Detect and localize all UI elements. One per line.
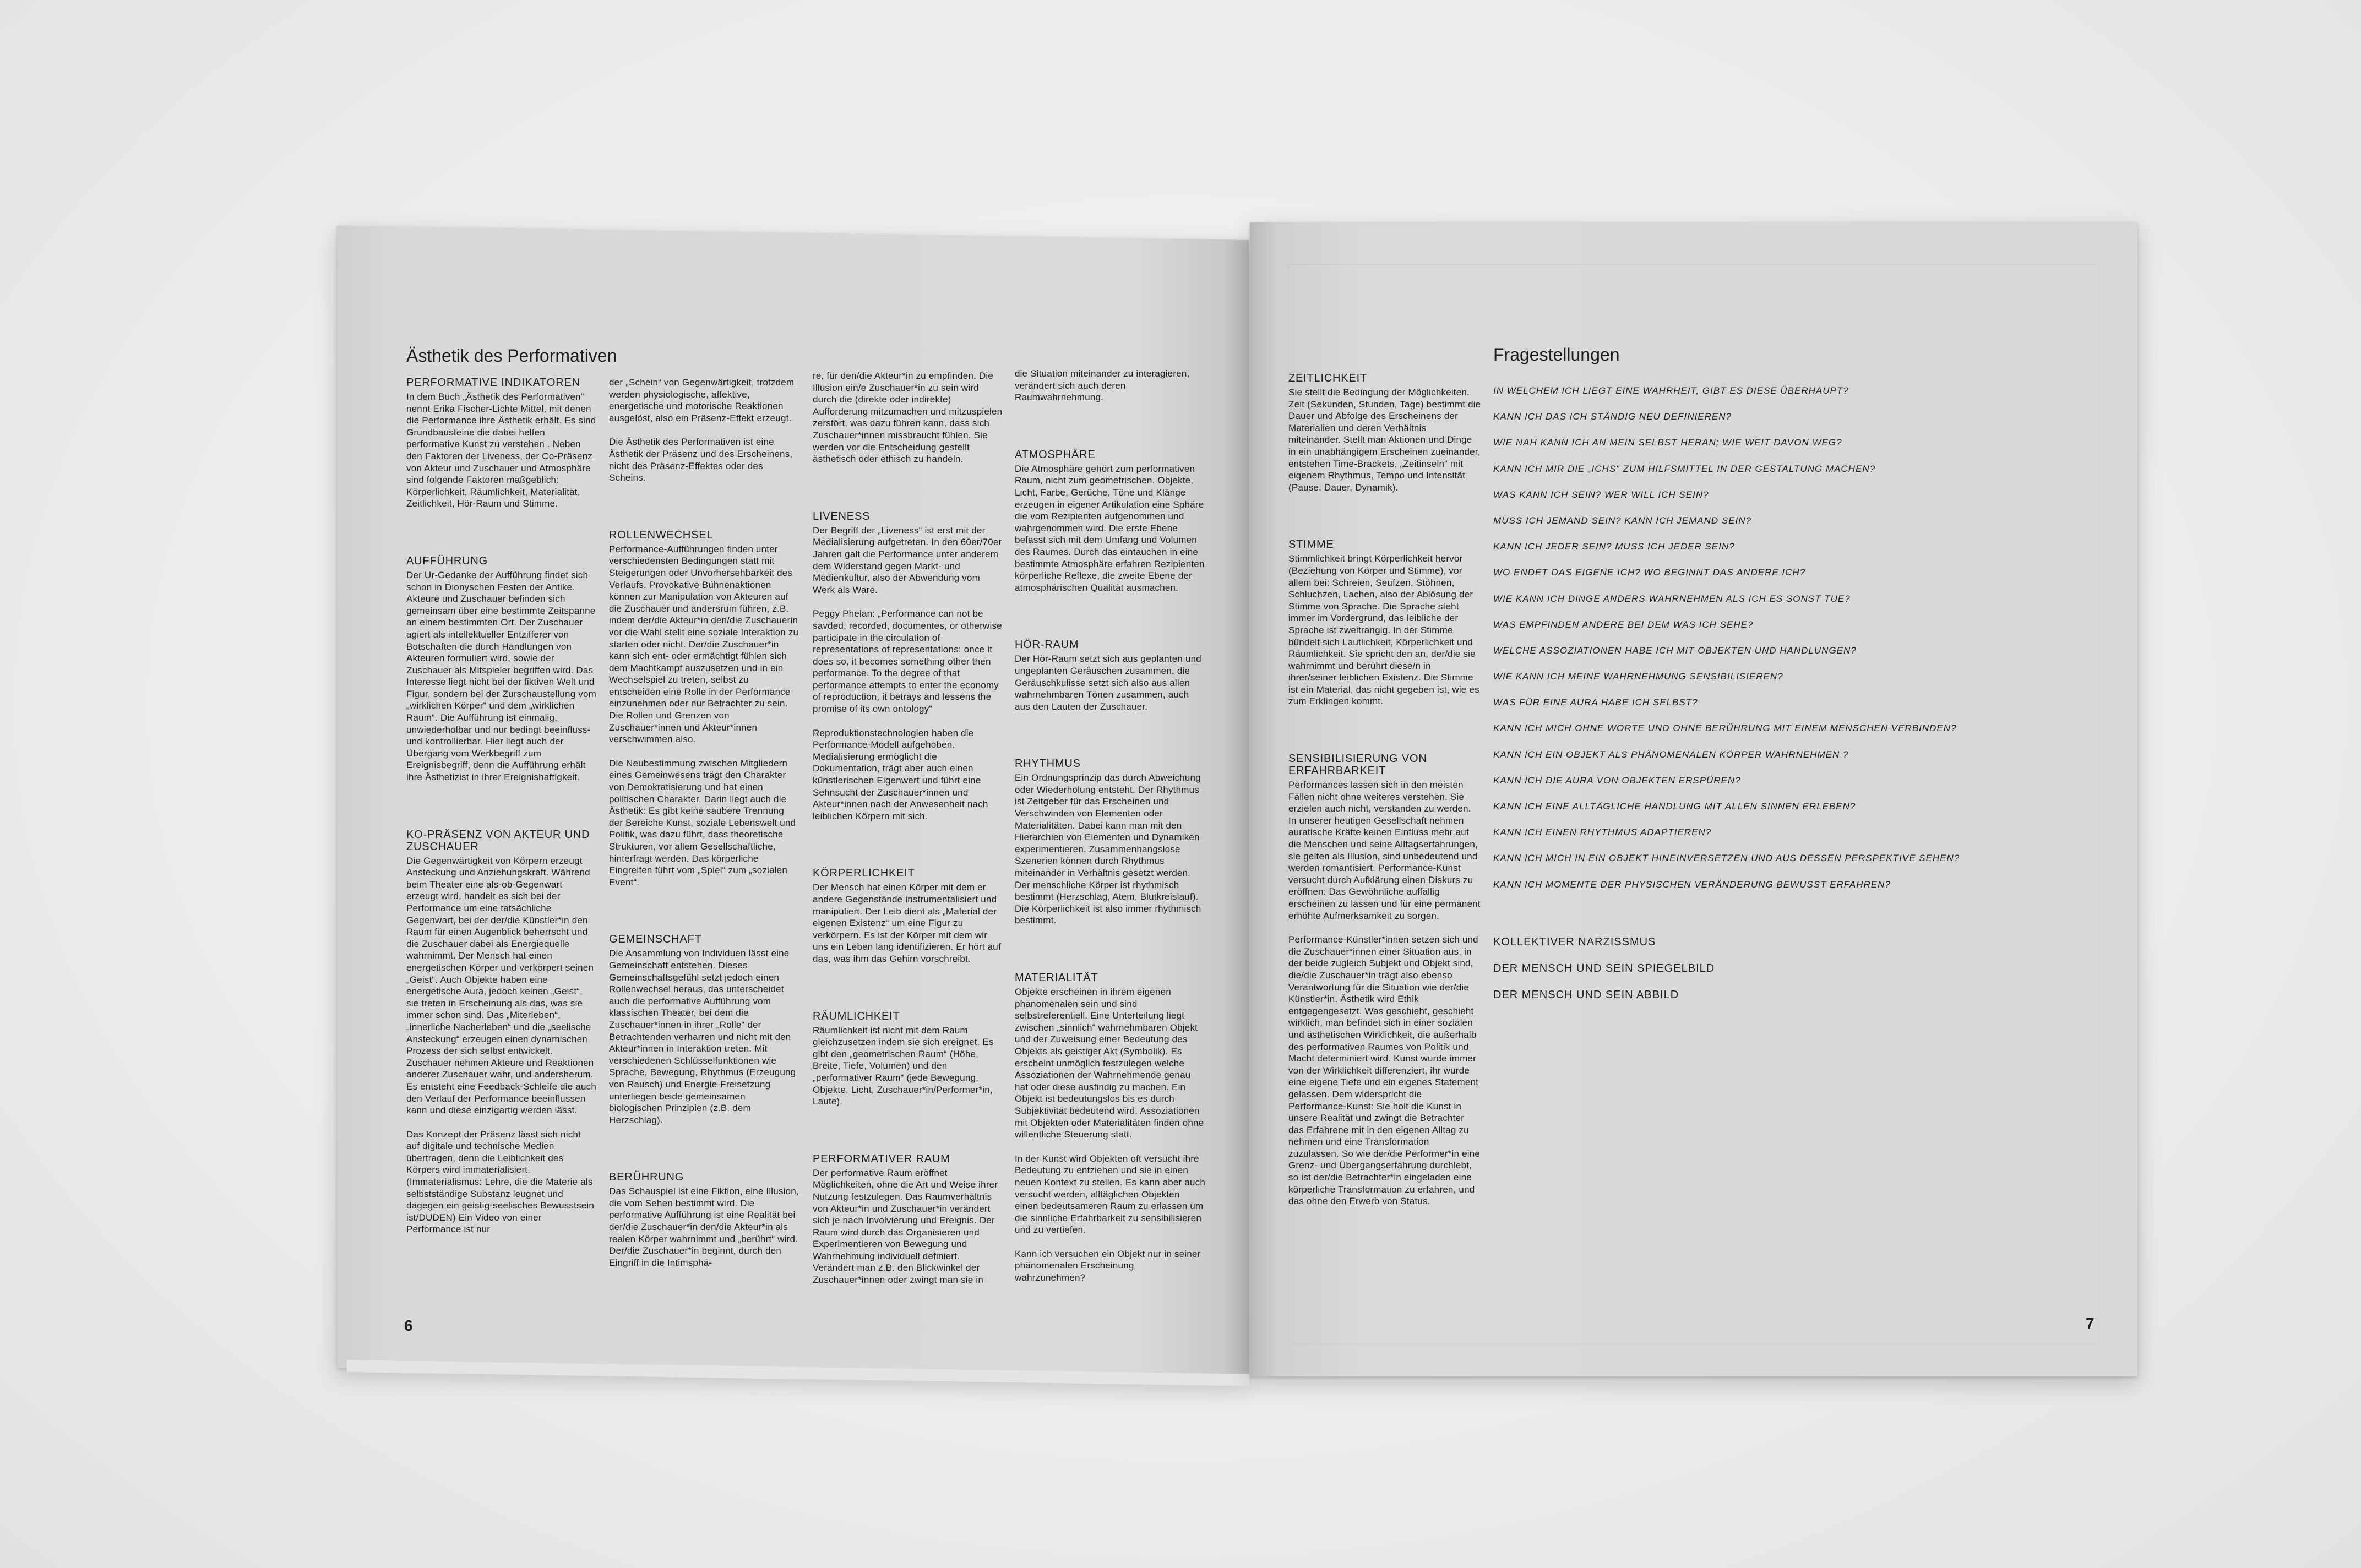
section-heading: AUFFÜHRUNG <box>406 554 488 567</box>
question-item: KANN ICH EINE ALLTÄGLICHE HANDLUNG MIT ALLEN SINNEN ERLEBEN? <box>1493 801 1856 812</box>
body-paragraph: Die Gegenwärtigkeit von Körpern erzeugt Ansteckung und Anziehungskraft. Während beim Theater eine als-ob-Gegenwart erzeugt wird, handelt es sich bei der Performance um eine tatsächliche Gegenwart, bei der der/die Künstler*in den Raum für einen Augenblick beherrscht und die Zuschauer dabei als Energiequelle wahrnimmt. Der Mensch hat einen energetischen Körper und verkörpert seinen „Geist“. Auch Objekte haben eine energetische Aura, jedoch keinen „Geist“, sie treten in Erscheinung als das, was sie immer schon sind. Das „Miterleben“, „innerliche Nacherleben“ und die „seelische Ansteckung“ erzeugen einen dynamischen Prozess der sich selbst entwickelt. Zuschauer nehmen Akteure und Reaktionen anderer Zuschauer wahr, und andersherum. Es entsteht eine Feedback-Schleife die auch den Verlauf der Performance beeinflussen kann und diese einzigartig werden lässt. <box>406 855 597 1116</box>
body-paragraph: Die Ansammlung von Individuen lässt eine Gemeinschaft entstehen. Dieses Gemeinschaftsgefühl setzt jedoch einen Rollenwechsel heraus, das unterscheidet auch die performative Aufführung vom klassischen Theater, bei dem die Zuschauer*innen in ihrer „Rolle“ der Betrachtenden verharren und nicht mit den Akteur*innen in Interaktion treten. Mit verschiedenen Schlüsselfunktionen wie Sprache, Bewegung, Rhythmus (Erzeugung von Rausch) und Energie-Freisetzung unterliegen beide gemeinsamen biologischen Prinzipien (z.B. dem Herzschlag). <box>609 948 796 1125</box>
spread-title: Ästhetik des Performativen <box>406 346 617 366</box>
question-item: WAS KANN ICH SEIN? WER WILL ICH SEIN? <box>1493 489 1709 500</box>
section-spacer <box>406 522 597 555</box>
section-spacer <box>813 1120 1003 1153</box>
body-paragraph: Objekte erscheinen in ihrem eigenen phänomenalen sein und sind selbstreferentiell. Eine Unterteilung liegt zwischen „sinnlich“ wahrnehmbaren Objekt und der Zuweisung einer Bedeutung des Objekts als geistiger Akt (Symbolik). Es erscheint unmöglich festzulegen welche Assoziationen der Wahrnehmende genau hat oder diese ausfindig zu machen. Ein Objekt ist bedeutungslos bis es durch Subjektivität bedeutend wird. Assoziationen mit Objekten oder Materialitäten finden ohne willentliche Steuerung statt. <box>1015 987 1204 1140</box>
question-item: WAS EMPFINDEN ANDERE BEI DEM WAS ICH SEHE? <box>1493 619 1754 630</box>
body-paragraph: Das Schauspiel ist eine Fiktion, eine Illusion, die vom Sehen bestimmt wird. Die performative Aufführung ist eine Realität bei der/die Zuschauer*in den/die Akteur*in als realen Körper wahrnimmt und „berührt“ wird. Der/die Zuschauer*in beginnt, durch den Eingriff in die Intimsphä- <box>609 1186 799 1268</box>
section-heading: RÄUMLICHKEIT <box>813 1010 900 1022</box>
body-paragraph: Ein Ordnungsprinzip das durch Abweichung oder Wiederholung entsteht. Der Rhythmus ist Zeitgeber für das Erscheinen und Verschwinden von Elementen oder Materialitäten. Dabei kann man mit den Hierarchien von Elementen und Dynamiken experimentieren. Zusammenhangslose Szenerien können durch Rhythmus miteinander in Verhältnis gesetzt werden. Der menschliche Körper ist rhythmisch bestimmt (Herzschlag, Atem, Blutkreislauf). Die Körperlichkeit ist also immer rhythmisch bestimmt. <box>1015 772 1201 926</box>
question-item: KANN ICH MOMENTE DER PHYSISCHEN VERÄNDERUNG BEWUSST ERFAHREN? <box>1493 879 1891 890</box>
section-heading: ZEITLICHKEIT <box>1288 372 1367 384</box>
section-spacer <box>609 496 799 529</box>
section-spacer <box>609 1138 799 1171</box>
body-paragraph: Der Ur-Gedanke der Aufführung findet sich schon in Dionyschen Festen der Antike. Akteure und Zuschauer befinden sich gemeinsam über eine bestimmte Zeitspanne an einem bestimmten Ort. Der Zuschauer agiert als intellektueller Entzifferer von Botschaften die durch Handlungen von Akteuren formuliert wird, sowie der Zuschauer als Mitspieler begriffen wird. Das Interesse liegt nicht bei der fiktiven Welt und Figur, sondern bei der Zurschaustellung vom „wirklichen Körper“ und dem „wirklichen Raum“. Die Aufführung ist einmalig, unwiederholbar und nur bedingt beeinfluss- und kontrollierbar. Hier liegt auch der Übergang vom Werkbegriff zum Ereignisbegriff, denn die Aufführung erhält ihre Ästhetizist in ihrer Ereignishaftigkeit. <box>406 569 596 783</box>
section-heading: KO-PRÄSENZ VON AKTEUR UND ZUSCHAUER <box>406 828 590 853</box>
left-column-4 <box>1015 368 1205 1296</box>
question-item: WIE KANN ICH DINGE ANDERS WAHRNEHMEN ALS ICH ES SONST TUE? <box>1493 593 1851 604</box>
body-paragraph: Performance-Künstler*innen setzen sich und die Zuschauer*innen einer Situation aus, in der beide zugleich Subjekt und Objekt sind, die/die Zuschauer*in trägt also ebenso Verantwortung für die Situation wie der/die Künstler*in. Ästhetik wird Ethik entgegengesetzt. Was geschieht, geschieht wirklich, man befindet sich in einer sozialen und ästhetischen Wirklichkeit, die außerhalb des performativen Raumes von Politik und Macht determiniert wird. Kunst wurde immer von der Wirklichkeit differenziert, ihr wurde eine eigene Tiefe und ein eigenes Statement gelassen. Dem widerspricht die Performance-Kunst: Sie holt die Kunst in unsere Realität und zwingt die Betrachter das Erfahrene mit in den eigenen Alltag zu nehmen und eine Transformation zuzulassen. So wie der/die Performer*in eine Grenz- und Übergangserfahrung durchlebt, so ist der/die Betrachter*in eingeladen eine körperliche Transformation zu erfahren, und das ohne den Erwerb von Status. <box>1288 934 1481 1207</box>
section-spacer <box>813 977 1003 1010</box>
section-spacer <box>609 900 799 933</box>
subsection-item: KOLLEKTIVER NARZISSMUS <box>1493 936 1656 948</box>
question-item: KANN ICH DAS ICH STÄNDIG NEU DEFINIEREN? <box>1493 411 1732 422</box>
question-item: IN WELCHEM ICH LIEGT EINE WAHRHEIT, GIBT ES DIESE ÜBERHAUPT? <box>1493 385 1849 396</box>
question-item: KANN ICH DIE AURA VON OBJEKTEN ERSPÜREN? <box>1493 775 1741 786</box>
section-heading: GEMEINSCHAFT <box>609 933 702 946</box>
question-item: MUSS ICH JEMAND SEIN? KANN ICH JEMAND SEIN? <box>1493 515 1752 526</box>
section-heading: HÖR-RAUM <box>1015 639 1079 651</box>
section-spacer <box>813 477 1003 510</box>
body-paragraph: Der Mensch hat einen Körper mit dem er andere Gegenstände instrumentalisiert und manipuliert. Der Leib dient als „Material der eigenen Existenz“ um eine Figur zu verkörpern. Es ist der Körper mit dem wir uns ein Leben lang identifizieren. Er hört auf das, was ihm das Gehirn vorschreibt. <box>813 882 1001 964</box>
section-spacer <box>1288 720 1481 753</box>
section-heading: BERÜHRUNG <box>609 1171 684 1184</box>
left-column-1 <box>406 377 597 1248</box>
left-column-2 <box>609 377 799 1281</box>
body-paragraph: re, für den/die Akteur*in zu empfinden. Die Illusion ein/e Zuschauer*in zu sein wird durch die (direkte oder indirekte) Aufforderung mitzumachen und mitzuspielen zerstört, was dazu führen kann, dass sich Zuschauer*innen missbraucht fühlen. Sie werden vor die Entscheidung gestellt ästhetisch oder ethisch zu handeln. <box>813 371 1003 465</box>
body-paragraph: Kann ich versuchen ein Objekt nur in seiner phänomenalen Erscheinung wahrzunehmen? <box>1015 1248 1201 1283</box>
section-spacer <box>406 796 597 829</box>
section-spacer <box>1015 939 1205 972</box>
body-paragraph: Performance-Aufführungen finden unter verschiedensten Bedingungen statt mit Steigerungen oder Unvorhersehbarkeit des Verlaufs. Provokative Bühnenaktionen können zur Manipulation von Akteuren auf die Zuschauer und andersrum führen, z.B. indem der/die Akteur*in den/die Zuschauerin vor die Wahl stellt eine soziale Interaktion zu starten oder nicht. Der/die Zuschauer*in kann sich ent- oder ermächtigt fühlen sich dem Machtkampf auszusetzen und in ein Wechselspiel zu treten, selbst zu entscheiden eine Rolle in der Performance einzunehmen oder nur Betrachter zu sein. Die Rollen und Grenzen von Zuschauer*innen und Akteur*innen verschwimmen also. <box>609 543 799 745</box>
section-heading: PERFORMATIVE INDIKATOREN <box>406 377 580 389</box>
body-paragraph: die Situation miteinander zu interagieren, verändert sich auch deren Raumwahrnehmung. <box>1015 368 1190 403</box>
section-heading: MATERIALITÄT <box>1015 972 1098 984</box>
question-item: WELCHE ASSOZIATIONEN HABE ICH MIT OBJEKTEN UND HANDLUNGEN? <box>1493 645 1857 656</box>
body-paragraph: Performances lassen sich in den meisten Fällen nicht ohne weiteres verstehen. Sie erzielen auch nicht, verstanden zu werden. In unserer heutigen Gesellschaft nehmen auratische Kräfte keinen Einfluss mehr auf die Menschen und seine Alltagserfahrungen, sie gelten als Illusion, sind unbedeutend und werden romantisiert. Performance-Kunst versucht durch Aufklärung einen Diskurs zu eröffnen: Das Gewöhnliche auffällig erscheinen zu lassen und für eine permanent erhöhte Aufmerksamkeit zu sorgen. <box>1288 780 1481 921</box>
questions-list <box>1493 385 1989 905</box>
section-heading: ATMOSPHÄRE <box>1015 448 1096 461</box>
right-column <box>1288 372 1481 1219</box>
body-paragraph: Die Ästhetik des Performativen ist eine Ästhetik der Präsenz und des Erscheinens, nicht des Präsenz-Effektes oder des Scheins. <box>609 437 793 483</box>
question-item: WIE KANN ICH MEINE WAHRNEHMUNG SENSIBILISIEREN? <box>1493 671 1783 682</box>
section-spacer <box>813 834 1003 867</box>
page-number-right: 7 <box>2086 1315 2095 1332</box>
body-paragraph: Das Konzept der Präsenz lässt sich nicht auf digitale und technische Medien übertragen, denn die Leiblichkeit des Körpers wird immaterialisiert. (Immaterialismus: Lehre, die die Materie als selbstständige Substanz leugnet und dagegen ein geistig-seelisches Bewusstsein ist/DUDEN) Ein Video von einer Performance ist nur <box>406 1129 595 1235</box>
section-heading: ROLLENWECHSEL <box>609 529 714 541</box>
body-paragraph: Der Begriff der „Liveness“ ist erst mit der Medialisierung aufgetreten. In den 60er/70er Jahren galt die Performance unter anderem dem Widerstand gegen Markt- und Medienkultur, also der Abwendung vom Werk als Ware. <box>813 525 1002 595</box>
section-spacer <box>1015 606 1205 639</box>
body-paragraph: Sie stellt die Bedingung der Möglichkeiten. Zeit (Sekunden, Stunden, Tage) bestimmt die Dauer und Abfolge des Erscheinens der Materialien und deren Verhältnis miteinander. Stellt man Aktionen und Dinge in ein unabhängigem Erscheinen zueinander, entstehen Time-Brackets, „Zeitinseln“ mit eigenem Rhythmus, Tempo und Intensität (Pause, Dauer, Dynamik). <box>1288 387 1481 493</box>
section-heading: SENSIBILISIERUNG VON ERFAHRBARKEIT <box>1288 753 1427 777</box>
section-heading: LIVENESS <box>813 510 871 522</box>
subsection-list <box>1493 936 1715 1015</box>
section-heading: STIMME <box>1288 538 1334 551</box>
body-paragraph: Der Hör-Raum setzt sich aus geplanten und ungeplanten Geräuschen zusammen, die Geräuschkulisse setzt sich also aus allen wahrnehmbaren Tönen zusammen, auch aus den Lauten der Zuschauer. <box>1015 654 1201 712</box>
section-spacer <box>1015 725 1205 758</box>
section-spacer <box>1015 416 1205 449</box>
subsection-item: DER MENSCH UND SEIN SPIEGELBILD <box>1493 962 1715 974</box>
section-heading: RHYTHMUS <box>1015 758 1081 770</box>
question-item: WIE NAH KANN ICH AN MEIN SELBST HERAN; WIE WEIT DAVON WEG? <box>1493 437 1842 448</box>
page-number-left: 6 <box>404 1317 413 1334</box>
body-paragraph: In der Kunst wird Objekten oft versucht ihre Bedeutung zu entziehen und sie in einen neuen Kontext zu stellen. Es kann aber auch versucht werden, alltäglichen Objekten einen bedeutsameren Raum zu erlassen um die sinnliche Erfahrbarkeit zu sensibilisieren und zu vertiefen. <box>1015 1153 1205 1235</box>
body-paragraph: Stimmlichkeit bringt Körperlichkeit hervor (Beziehung von Körper und Stimme), vor allem bei: Schreien, Seufzen, Stöhnen, Schluchzen, Lachen, also der Ablösung der Stimme von Sprache. Die Sprache steht immer im Vordergrund, das leibliche der Sprache ist zweitrangig. In der Stimme bündelt sich Lautlichkeit, Körperlichkeit und Räumlichkeit. Sie spricht den an, der/die sie wahrnimmt und berührt diese/n in ihrer/seiner leiblichen Existenz. Die Stimme ist ein Material, das nicht gegeben ist, wie es zum Erklingen kommt. <box>1288 553 1479 707</box>
body-paragraph: In dem Buch „Ästhetik des Performativen“ nennt Erika Fischer-Lichte Mittel, mit denen die Performance ihre Ästhetik erhält. Es sind Grundbausteine die dabei helfen performative Kunst zu verstehen . Neben den Faktoren der Liveness, der Co-Präsenz von Akteur und Zuschauer und Atmosphäre sind folgende Faktoren maßgeblich: Körperlichkeit, Räumlichkeit, Materialität, Zeitlichkeit, Hör-Raum und Stimme. <box>406 391 596 509</box>
left-column-3 <box>813 370 1003 1298</box>
section-heading: PERFORMATIVER RAUM <box>813 1152 950 1165</box>
question-item: KANN ICH EINEN RHYTHMUS ADAPTIEREN? <box>1493 827 1712 838</box>
question-item: WAS FÜR EINE AURA HABE ICH SELBST? <box>1493 697 1698 708</box>
question-item: KANN ICH EIN OBJEKT ALS PHÄNOMENALEN KÖRPER WAHRNEHMEN ? <box>1493 749 1849 760</box>
body-paragraph: Räumlichkeit ist nicht mit dem Raum gleichzusetzen indem sie sich ereignet. Es gibt den „geometrischen Raum“ (Höhe, Breite, Tiefe, Volumen) und den „performativer Raum“ (jede Bewegung, Objekte, Licht, Zuschauer*in/Performer*in, Laute). <box>813 1025 994 1107</box>
body-paragraph: Der performative Raum eröffnet Möglichkeiten, ohne die Art und Weise ihrer Nutzung festzulegen. Das Raumverhältnis von Akteur*in und Zuschauer*in verändert sich je nach Involvierung und Ereignis. Der Raum wird durch das Organisieren und Experimentieren von Bewegung und Wahrnehmung individuell definiert. Verändert man z.B. den Blickwinkel der Zuschauer*innen oder zwingt man sie in <box>813 1167 998 1286</box>
body-paragraph: Reproduktionstechnologien haben die Performance-Modell aufgehoben. Medialisierung ermöglicht die Dokumentation, trägt aber auch einen künstlerischen Eigenwert und führt eine Sehnsucht der Zuschauer*innen und Akteur*innen nach der Anwesenheit nach leiblichen Körpern mit sich. <box>813 727 988 821</box>
question-item: KANN ICH MICH IN EIN OBJEKT HINEINVERSETZEN UND AUS DESSEN PERSPEKTIVE SEHEN? <box>1493 853 1960 864</box>
section-spacer <box>1288 505 1481 538</box>
subsection-item: DER MENSCH UND SEIN ABBILD <box>1493 989 1679 1001</box>
body-paragraph: der „Schein“ von Gegenwärtigkeit, trotzdem werden physiologische, affektive, energetische und motorische Reaktionen ausgelöst, also ein Präsenz-Effekt erzeugt. <box>609 377 795 423</box>
questions-title: Fragestellungen <box>1493 345 1620 364</box>
question-item: KANN ICH JEDER SEIN? MUSS ICH JEDER SEIN? <box>1493 541 1735 552</box>
body-paragraph: Die Atmosphäre gehört zum performativen Raum, nicht zum geometrischen. Objekte, Licht, Farbe, Gerüche, Töne und Klänge erzeugen in eigener Artikulation eine Sphäre die vom Rezipienten aufgenommen und wahrgenommen wird. Die erste Ebene befasst sich mit dem Umfang und Volumen des Raumes. Durch das eintauchen in eine bestimmte Atmosphäre erfahren Rezipienten körperliche Reflexe, die zweite Ebene der atmosphärischen Qualität ausmachen. <box>1015 463 1205 593</box>
question-item: KANN ICH MICH OHNE WORTE UND OHNE BERÜHRUNG MIT EINEM MENSCHEN VERBINDEN? <box>1493 723 1957 734</box>
body-paragraph: Peggy Phelan: „Performance can not be savded, recorded, documentes, or otherwise participate in the circulation of representations of representations: once it does so, it becomes something other then performance. To the degree of that performance attempts to enter the economy of reproduction, it betrays and lessens the promise of its own ontology“ <box>813 608 1002 715</box>
question-item: KANN ICH MIR DIE „ICHS“ ZUM HILFSMITTEL IN DER GESTALTUNG MACHEN? <box>1493 463 1876 474</box>
section-heading: KÖRPERLICHKEIT <box>813 867 915 880</box>
question-item: WO ENDET DAS EIGENE ICH? WO BEGINNT DAS ANDERE ICH? <box>1493 567 1806 578</box>
body-paragraph: Die Neubestimmung zwischen Mitgliedern eines Gemeinwesens trägt den Charakter von Demokratisierung und hat einen politischen Charakter. Darin liegt auch die Ästhetik: Es gibt keine saubere Trennung der Bereiche Kunst, soziale Lebenswelt und Politik, was dazu führt, dass theoretische Strukturen, vor allem Gesellschaftliche, hinterfragt werden. Das körperliche Eingreifen führt vom „Spiel“ zum „sozialen Event“. <box>609 758 796 888</box>
